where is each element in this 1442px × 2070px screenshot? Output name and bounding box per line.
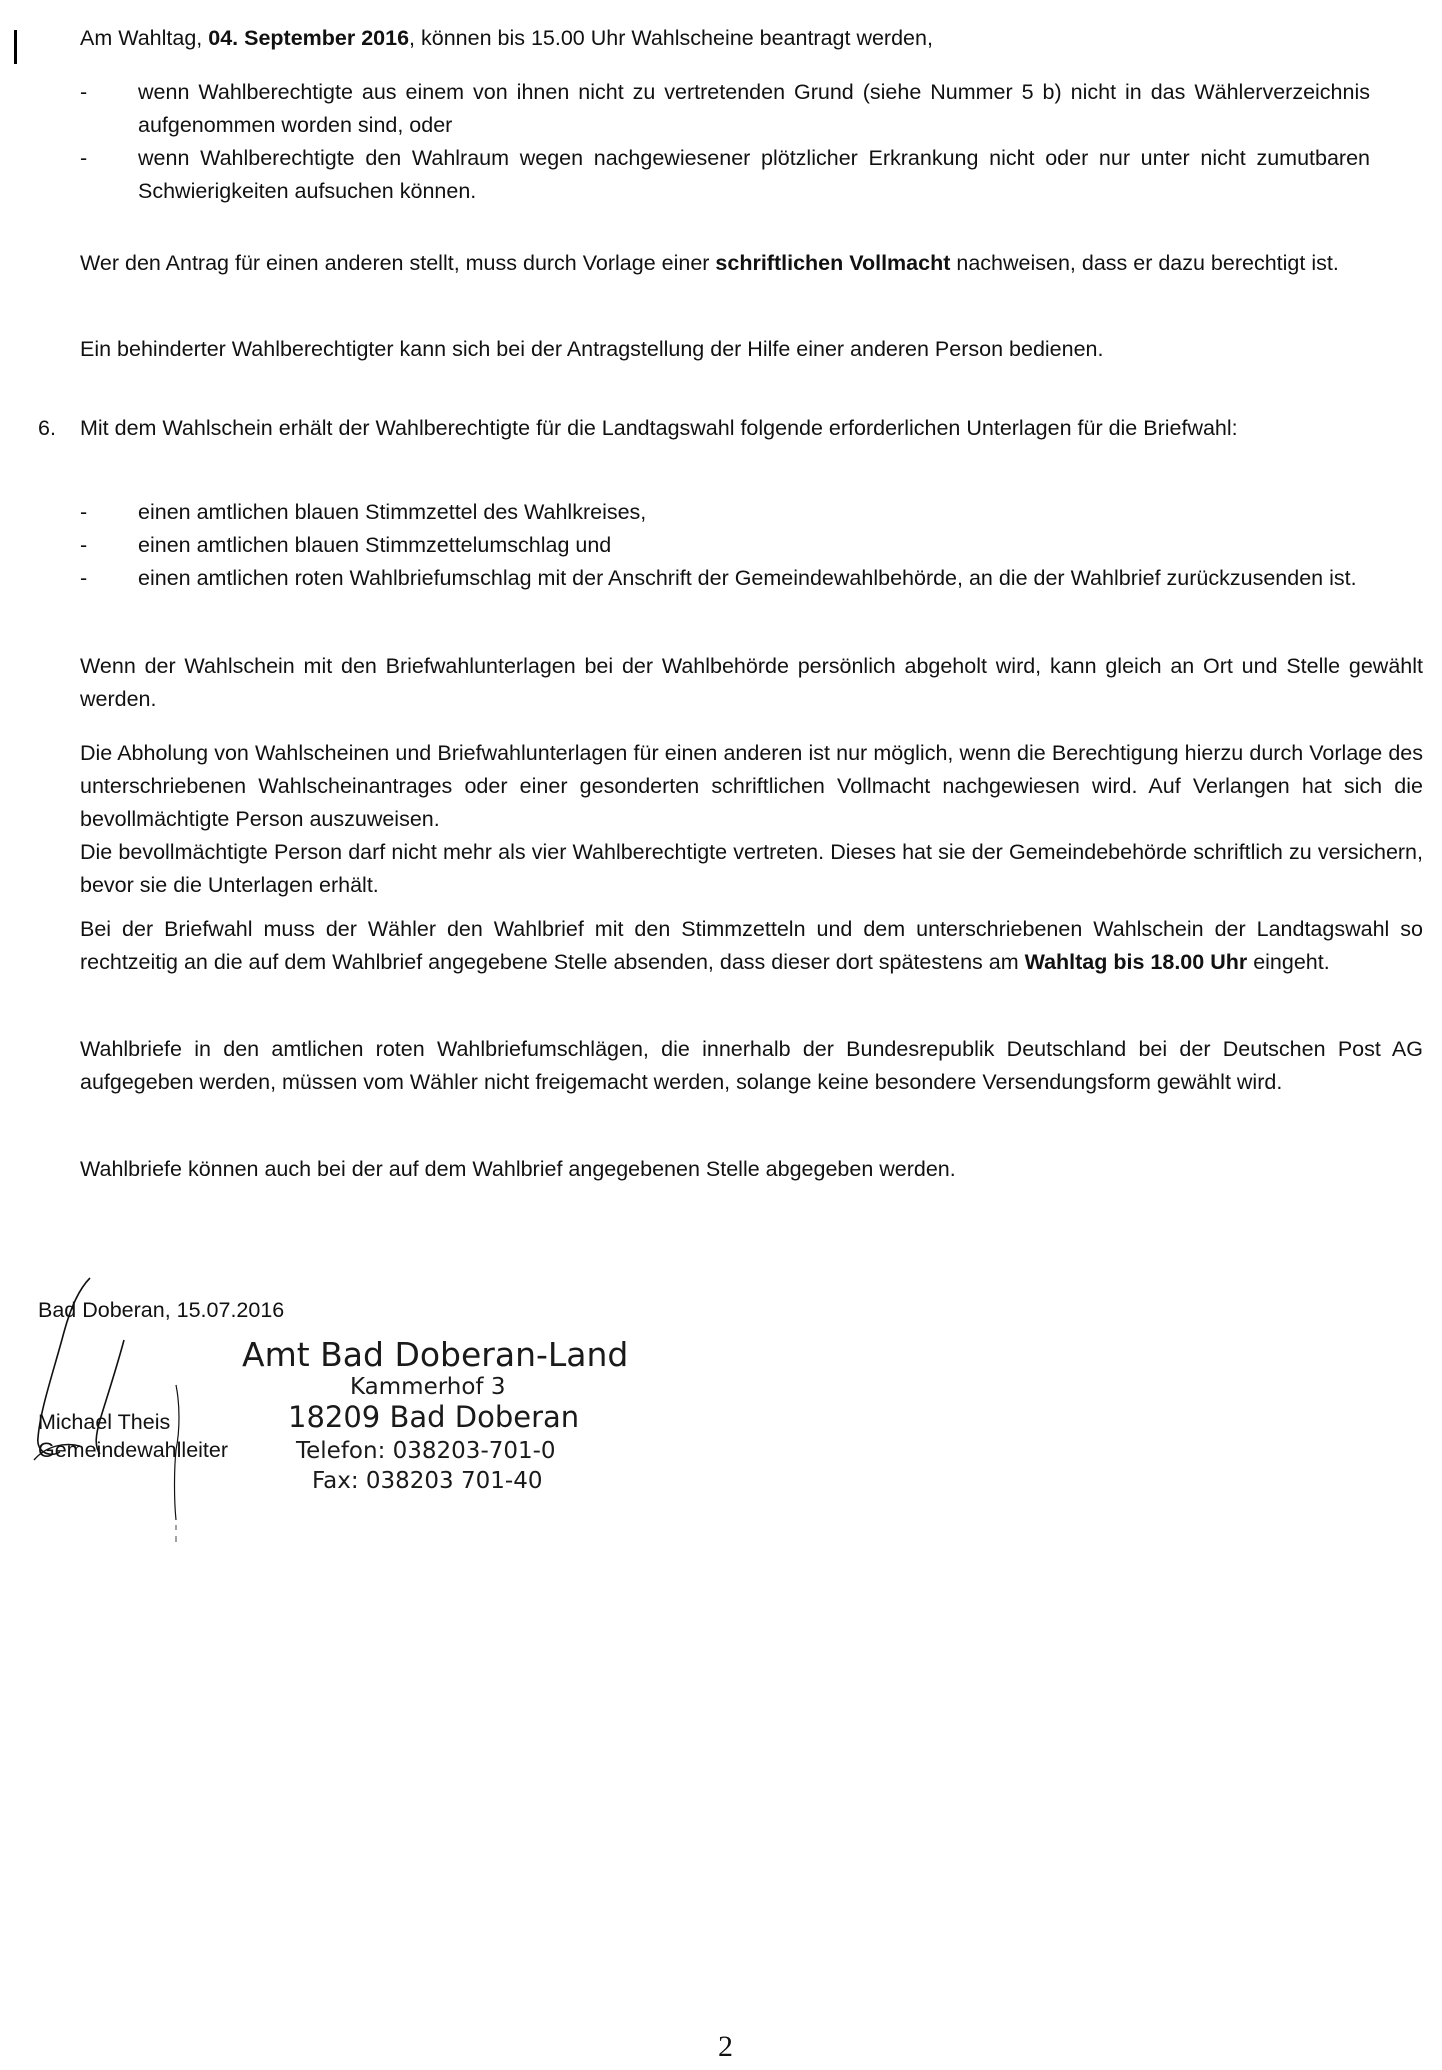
list-item: - wenn Wahlberechtigte aus einem von ihnen nicht zu vertretenden Grund (siehe Nummer 5 b) nicht in das Wählerverzeichnis aufgenommen worden sind, oder	[80, 80, 1370, 137]
section-6-text: Mit dem Wahlschein erhält der Wahlberechtigte für die Landtagswahl folgende erforderlichen Unterlagen für die Briefwahl:	[80, 416, 1238, 440]
handwritten-signature	[20, 1270, 220, 1570]
deadline-paragraph: Bei der Briefwahl muss der Wähler den Wahlbrief mit den Stimmzetteln und dem unterschriebenen Wahlschein der Landtagswahl so rechtzeitig an die auf dem Wahlbrief angegebene Stelle absenden, dass dieser dort spätestens am Wahltag bis 18.00 Uhr eingeht.	[80, 917, 1423, 974]
list-item: - einen amtlichen roten Wahlbriefumschlag mit der Anschrift der Gemeindewahlbehörde, an die der Wahlbrief zurückzusenden ist.	[80, 566, 1357, 590]
signer-name: Michael Theis	[38, 1410, 171, 1434]
representation-paragraph: Die bevollmächtigte Person darf nicht mehr als vier Wahlberechtigte vertreten. Dieses hat sie der Gemeindebehörde schriftlich zu versichern, bevor sie die Unterlagen erhält.	[80, 840, 1423, 897]
list-item: - einen amtlichen blauen Stimmzettelumschlag und	[80, 533, 612, 557]
stamp-city: 18209 Bad Doberan	[288, 1400, 580, 1434]
page-number: 2	[718, 2030, 733, 2063]
place-date: Bad Doberan, 15.07.2016	[38, 1298, 285, 1322]
proxy-paragraph: Wer den Antrag für einen anderen stellt, muss durch Vorlage einer schriftlichen Vollmacht nachweisen, dass er dazu berechtigt ist.	[80, 251, 1339, 275]
stamp-phone: Telefon: 038203-701-0	[296, 1438, 556, 1464]
disabled-voter-paragraph: Ein behinderter Wahlberechtigter kann sich bei der Antragstellung der Hilfe einer anderen Person bedienen.	[80, 337, 1104, 361]
postage-paragraph: Wahlbriefe in den amtlichen roten Wahlbriefumschlägen, die innerhalb der Bundesrepublik Deutschland bei der Deutschen Post AG aufgegeben werden, müssen vom Wähler nicht freigemacht werden, solange keine besondere Versendungsform gewählt wird.	[80, 1037, 1423, 1094]
election-day-intro: Am Wahltag, 04. September 2016, können bis 15.00 Uhr Wahlscheine beantragt werden,	[80, 26, 933, 50]
collection-paragraph: Die Abholung von Wahlscheinen und Briefwahlunterlagen für einen anderen ist nur möglich, wenn die Berechtigung hierzu durch Vorlage des unterschriebenen Wahlscheinantrages oder einer gesonderten schriftlichen Vollmacht nachgewiesen wird. Auf Verlangen hat sich die bevollmächtigte Person auszuweisen.	[80, 741, 1423, 831]
hand-in-paragraph: Wahlbriefe können auch bei der auf dem Wahlbrief angegebenen Stelle abgegeben werden.	[80, 1157, 956, 1181]
documents-list	[80, 496, 1370, 595]
list-item: - einen amtlichen blauen Stimmzettel des Wahlkreises,	[80, 500, 647, 524]
signer-title: Gemeindewahlleiter	[38, 1438, 229, 1462]
revision-bar	[14, 30, 17, 64]
pickup-paragraph: Wenn der Wahlschein mit den Briefwahlunterlagen bei der Wahlbehörde persönlich abgeholt wird, kann gleich an Ort und Stelle gewählt werden.	[80, 654, 1423, 711]
stamp-office: Amt Bad Doberan-Land	[242, 1335, 629, 1374]
section-number: 6.	[38, 416, 56, 440]
stamp-fax: Fax: 038203 701-40	[312, 1468, 543, 1494]
stamp-street: Kammerhof 3	[350, 1374, 506, 1400]
list-item: - wenn Wahlberechtigte den Wahlraum wegen nachgewiesener plötzlicher Erkrankung nicht oder nur unter nicht zumutbaren Schwierigkeiten aufsuchen können.	[80, 146, 1370, 203]
conditions-list	[80, 76, 1370, 208]
